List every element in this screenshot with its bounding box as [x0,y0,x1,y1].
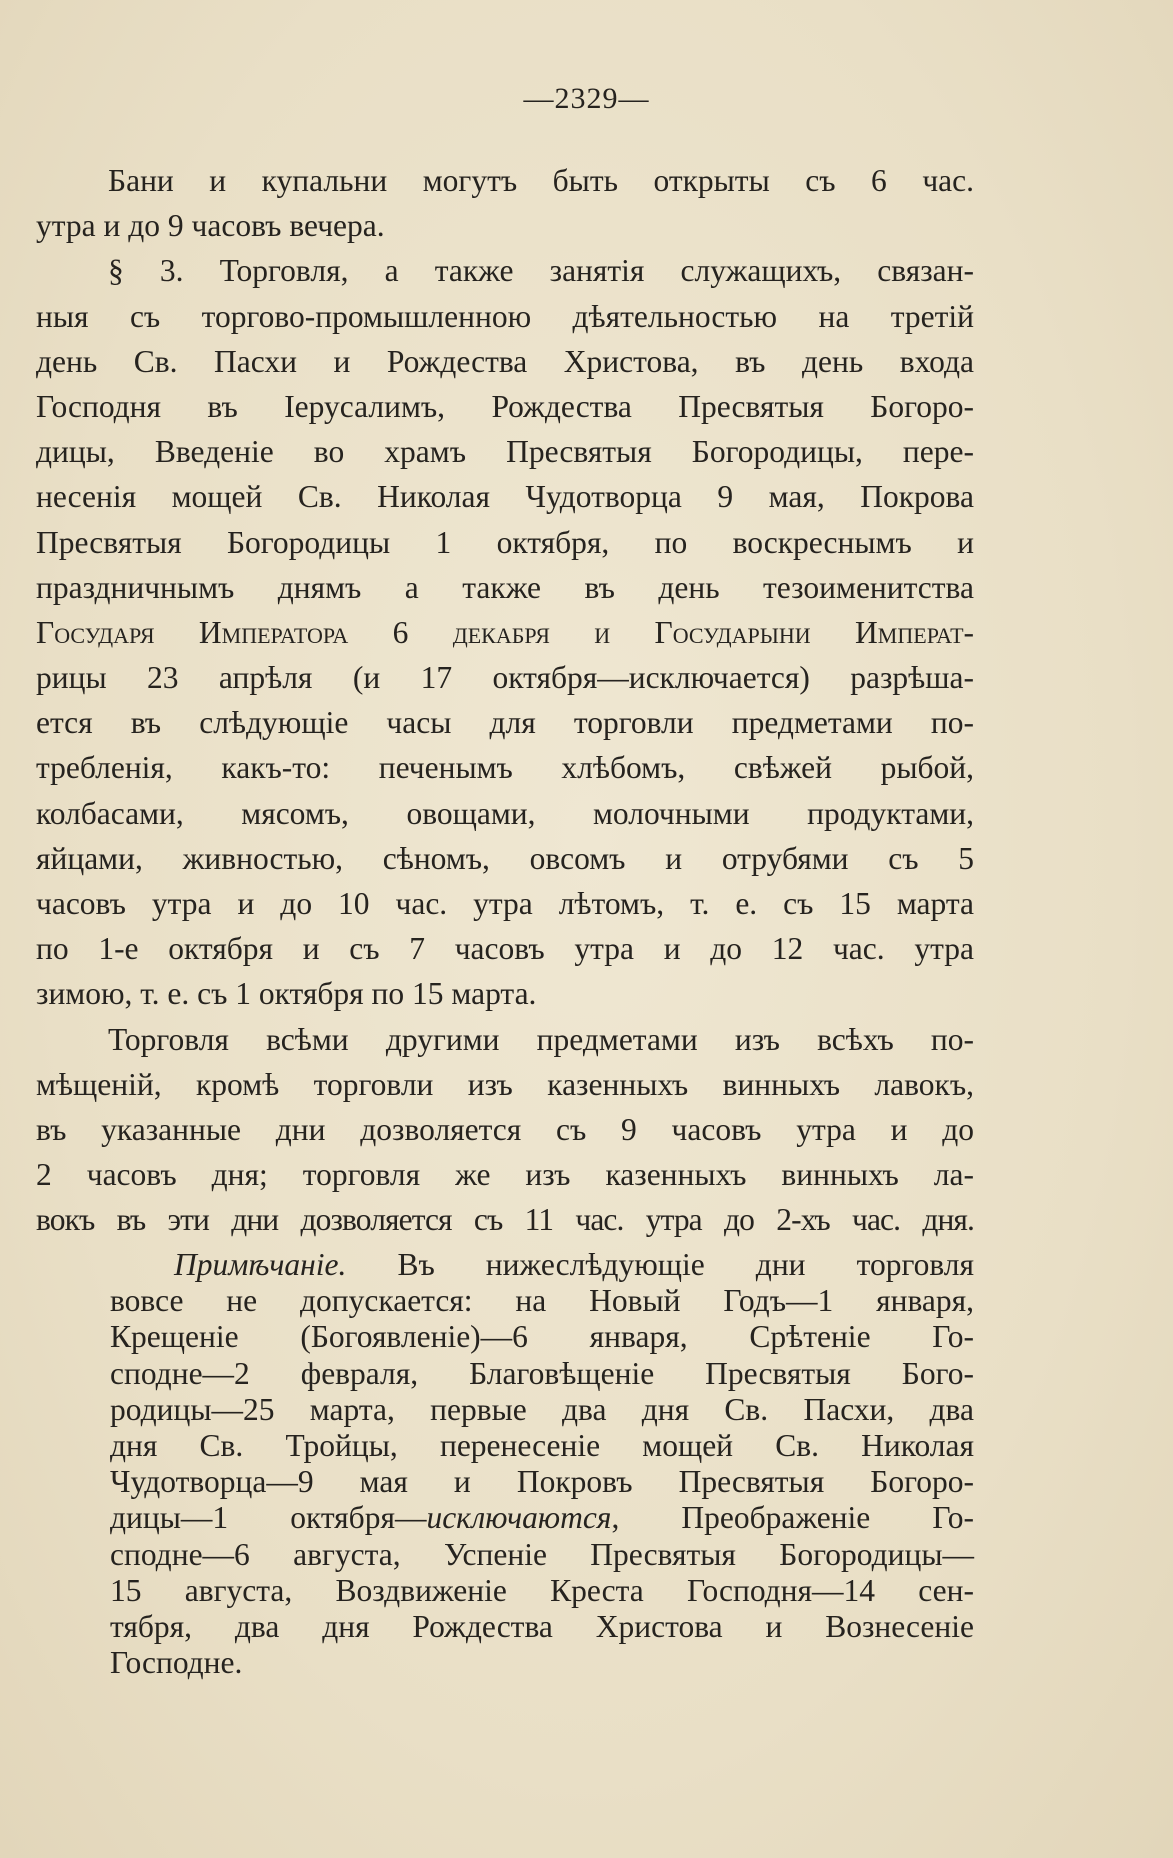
note-line: сподне—2 февраля, Благовѣщеніе Пресвятыя Бого- [110,1355,974,1391]
note-line: родицы—25 марта, первые два дня Св. Пасхи, два [110,1391,974,1427]
note-first-line [110,1247,974,1283]
note-first-line-text: Въ нижеслѣдующіе дни торговля [397,1247,974,1282]
text-line: Бани и купальни могутъ быть открыты съ 6 час. [108,163,974,198]
note-label: Примѣчаніе. [174,1247,347,1282]
note-line: дня Св. Тройцы, перенесеніе мощей Св. Николая [110,1427,974,1463]
text-line: дицы, Введеніе во храмъ Пресвятыя Богородицы, пере- [36,434,974,470]
text-line: ется въ слѣдующіе часы для торговли предметами по- [36,705,974,741]
text-line: Торговля всѣми другими предметами изъ всѣхъ по- [108,1021,974,1057]
note-line-with-italic [110,1500,974,1536]
text-line: Пресвятыя Богородицы 1 октября, по воскреснымъ и [36,524,974,560]
page-number: —2329— [523,82,650,115]
text-line: колбасами, мясомъ, овощами, молочными продуктами, [36,795,974,831]
note-line-segment: , Преображеніе Го- [611,1500,975,1536]
note-line: тября, два дня Рождества Христова и Вознесеніе [110,1608,974,1644]
text-line: по 1-е октября и съ 7 часовъ утра и до 12 час. утра [36,931,974,967]
text-line: утра и до 9 часовъ вечера. [36,208,385,244]
text-line: въ указанные дни дозволяется съ 9 часовъ утра и до [36,1111,974,1147]
note-line: сподне—6 августа, Успеніе Пресвятыя Богородицы— [110,1536,974,1572]
text-line: § 3. Торговля, а также занятія служащихъ, связан- [108,253,974,289]
text-line: праздничнымъ днямъ а также въ день тезоименитства [36,569,974,605]
text-line: яйцами, живностью, сѣномъ, овсомъ и отрубями съ 5 [36,840,974,876]
text-line: Государя Императора 6 декабря и Государыни Императ- [36,614,974,650]
note-line: вовсе не допускается: на Новый Годъ—1 января, [110,1283,974,1319]
note-line: Крещеніе (Богоявленіе)—6 января, Срѣтеніе Го- [110,1319,974,1355]
text-line: день Св. Пасхи и Рождества Христова, въ день входа [36,343,974,379]
note-line: Чудотворца—9 мая и Покровъ Пресвятыя Богоро- [110,1464,974,1500]
note-line: Господне. [110,1645,243,1681]
text-line: вокъ въ эти дни дозволяется съ 11 час. утра до 2-хъ час. дня. [36,1202,974,1238]
text-line: рицы 23 апрѣля (и 17 октября—исключается) разрѣша- [36,660,974,696]
text-line: ныя съ торгово-промышленною дѣятельностью на третій [36,298,974,334]
text-line: требленія, какъ-то: печенымъ хлѣбомъ, свѣжей рыбой, [36,750,974,786]
text-line: мѣщеній, кромѣ торговли изъ казенныхъ винныхъ лавокъ, [36,1066,974,1102]
main-text [36,158,974,1243]
text-line: Господня въ Іерусалимъ, Рождества Пресвятыя Богоро- [36,388,974,424]
text-line: часовъ утра и до 10 час. утра лѣтомъ, т. е. съ 15 марта [36,886,974,921]
text-line: несенія мощей Св. Николая Чудотворца 9 мая, Покрова [36,479,974,515]
note-italic-word: исключаются [426,1500,612,1536]
note-block [110,1247,974,1681]
text-line: 2 часовъ дня; торговля же изъ казенныхъ винныхъ ла- [36,1157,974,1193]
text-line: зимою, т. е. съ 1 октября по 15 марта. [36,976,537,1012]
note-line: 15 августа, Воздвиженіе Креста Господня—14 сен- [110,1572,974,1608]
note-line-segment: дицы—1 октября— [110,1500,427,1536]
